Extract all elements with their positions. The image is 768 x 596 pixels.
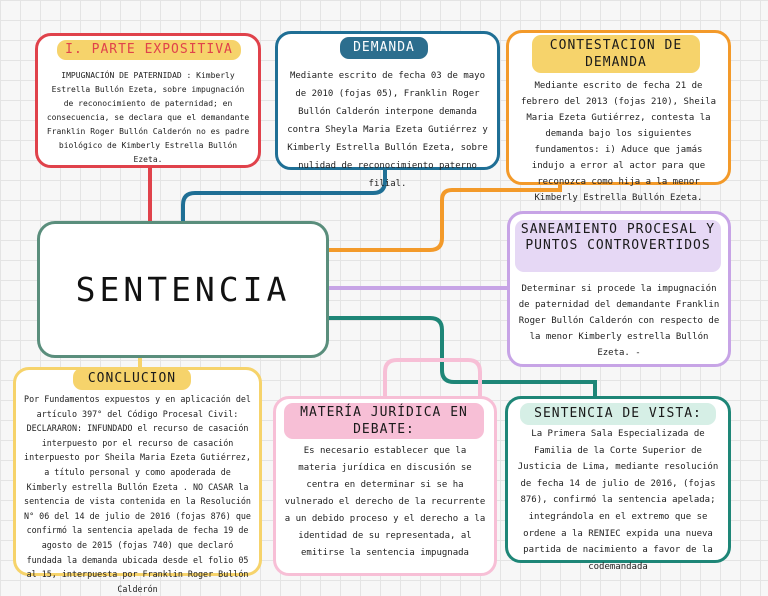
node-text: Determinar si procede la impugnación de paternidad del demandante Franklin Roger Bullón Calderón con respecto de la menor Kimberly estrella Bullón Ezeta. - [518, 284, 720, 358]
node-title: I. PARTE EXPOSITIVA [57, 40, 241, 60]
node-title: MATERÍA JURÍDICA EN DEBATE: [284, 403, 484, 439]
node-text: IMPUGNACIÓN DE PATERNIDAD : Kimberly Estrella Bullón Ezeta, sobre impugnación de reconocimiento de paternidad; en consecuencia, se declara que el demandante Franklin Roger Bullón Calderón no es padre biológico de Kimberly Estrella Bullón Ezeta. [46, 71, 250, 164]
node-title: DEMANDA [340, 37, 428, 59]
central-title: SENTENCIA [75, 270, 291, 309]
node-text: La Primera Sala Especializada de Familia de la Corte Superior de Justicia de Lima, mediante resolución de fecha 14 de julio de 2016, (fojas 876), confirmó la sentencia apelada; integrándola en el extremo que se ordene a la RENIEC expida una nueva partida de nacimiento a favor de la codemandada [517, 429, 719, 572]
node-text: Mediante escrito de fecha 03 de mayo de 2010 (fojas 05), Franklin Roger Bullón Calderón interpone demanda contra Sheyla Maria Ezeta Gutiérrez y Kimberly Estrella Bullón Ezeta, sobre nulidad de reconocimiento paterno filial. [287, 71, 488, 189]
node-text: Es necesario establecer que la materia jurídica en discusión se centra en determinar si se ha vulnerado el derecho de la recurrente a un debido proceso y el derecho a la identidad de su representada, al emitirse la sentencia impugnada [284, 446, 486, 558]
node-title: CONTESTACION DE DEMANDA [532, 35, 700, 73]
node-text: Mediante escrito de fecha 21 de febrero del 2013 (fojas 210), Sheila Maria Ezeta Gutiérrez, contesta la demanda bajo los siguientes fundamentos: i) Aduce que jamás indujo a error al actor para que reconozca como hija a la menor Kimberly Estrella Bullón Ezeta. [520, 81, 717, 203]
node-title: SENTENCIA DE VISTA: [520, 403, 716, 425]
node-title: SANEAMIENTO PROCESAL Y PUNTOS CONTROVERTIDOS [515, 220, 721, 272]
node-conclucion[interactable] [13, 367, 262, 594]
node-text: Por Fundamentos expuestos y en aplicación del artículo 397° del Código Procesal Civil: DECLARARON: INFUNDADO el recurso de casación interpuesto por el recurso de casación interpuesto por Sheila Maria Ezeta Gutiérrez, a título personal y como apoderada de Kimberly estrella Bullón Ezeta . NO CASAR la sentencia de vista contenida en la Resolución N° 06 del 14 de julio de 2016 (fojas 876) que confirmó la sentencia apelada de fecha 19 de agosto de 2015 (fojas 740) que declaró fundada la demanda ubicada desde el folio 05 al 15, interpuesta por Franklin Roger Bullón Calderón [24, 394, 251, 594]
node-title: CONCLUCION [73, 368, 191, 390]
central-node[interactable] [37, 221, 329, 358]
